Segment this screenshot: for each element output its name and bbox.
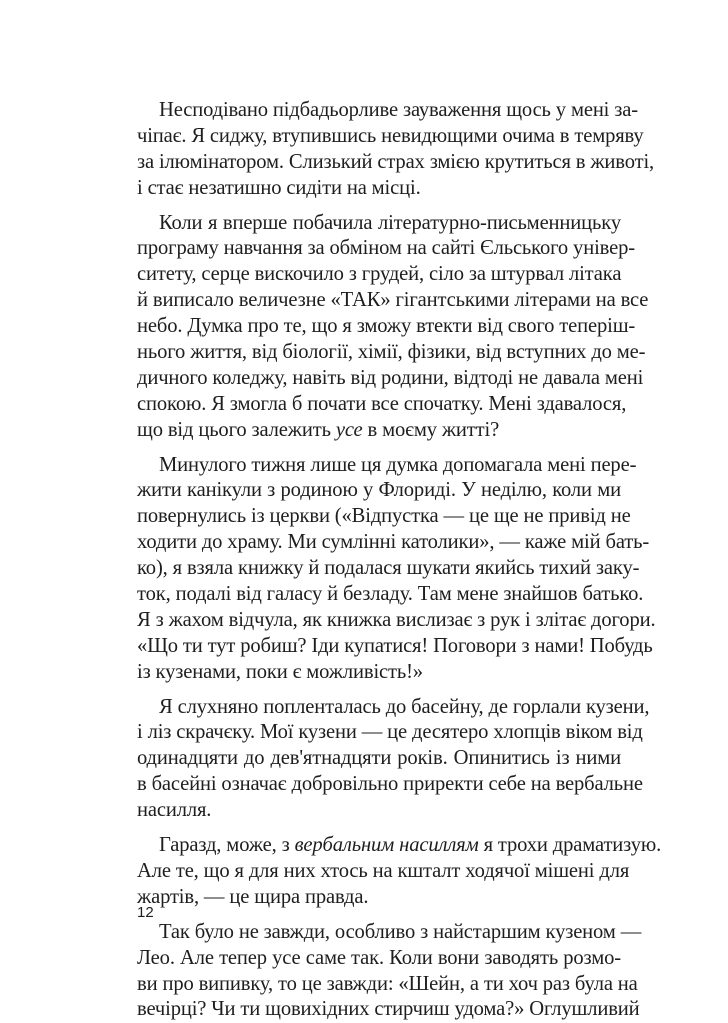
text-line: Коли я вперше побачила літературно-письменницьку xyxy=(159,211,621,234)
text-line: і стає незатишно сидіти на місці. xyxy=(137,176,421,199)
text-segment: в моєму житті? xyxy=(362,418,500,441)
text-line: чіпає. Я сиджу, втупившись невидющими очима в темряву xyxy=(137,124,644,147)
text-line: Я слухняно попленталась до басейну, де горлали кузени, xyxy=(159,695,650,718)
text-line: Минулого тижня лише ця думка допомагала мені пере- xyxy=(159,453,637,476)
text-line: Я з жахом відчула, як книжка вислизає з рук і злітає догори. xyxy=(137,608,656,631)
text-segment: Гаразд, може, з xyxy=(159,834,295,857)
text-line: «Що ти тут робиш? Іди купатися! Поговори з нами! Побудь xyxy=(137,634,653,657)
text-line: вечірці? Чи ти щовихідних стирчиш удома?» Оглушливий xyxy=(137,998,640,1021)
text-line: Так було не завжди, особливо з найстаршим кузеном — xyxy=(159,920,642,943)
text-line: ко), я взяла книжку й подалася шукати якийсь тихий заку- xyxy=(137,557,640,580)
text-line: жартів, — це щира правда. xyxy=(137,885,369,908)
text-line: жити канікули з родиною у Флориді. У неділю, коли ми xyxy=(137,479,621,502)
text-line: ви про випивку, то це завжди: «Шейн, а ти хоч раз була на xyxy=(137,972,638,995)
text-line: й виписало величезне «ТАК» гігантськими літерами на все xyxy=(137,289,649,312)
text-line: за ілюмінатором. Слизький страх змією крутиться в животі, xyxy=(137,150,655,173)
text-line: нього життя, від біології, хімії, фізики, від вступних до ме- xyxy=(137,341,646,364)
text-line: і ліз скрачєку. Мої кузени — це десятеро хлопців віком від xyxy=(137,721,643,744)
text-segment: що від цього залежить xyxy=(137,418,336,441)
text-line: ситету, серце вискочило з грудей, сіло за штурвал літака xyxy=(137,263,622,286)
text-line: насилля. xyxy=(137,799,212,822)
text-line: Лео. Але тепер усе саме так. Коли вони заводять розмо- xyxy=(137,946,621,969)
text-line: ходити до храму. Ми сумлінні католики», — каже мій бать- xyxy=(137,531,650,554)
text-line: в басейні означає добровільно приректи себе на вербальне xyxy=(137,773,643,796)
text-line: програму навчання за обміном на сайті Єльського універ- xyxy=(137,237,635,260)
text-line xyxy=(137,418,621,444)
text-line: повернулись із церкви («Відпустка — це ще не привід не xyxy=(137,505,631,528)
text-line: Але те, що я для них хтось на кшталт ходячої мішені для xyxy=(137,859,630,882)
text-segment: я трохи драматизую. xyxy=(478,834,662,857)
emphasis-text: вербальним насиллям xyxy=(294,834,479,857)
text-line: спокою. Я змогла б почати все спочатку. Мені здавалося, xyxy=(137,392,627,415)
emphasis-text: усе xyxy=(335,418,363,441)
text-line: Несподівано підбадьорливе зауваження щось у мені за- xyxy=(159,99,638,121)
page-number: 12 xyxy=(137,904,154,921)
text-line xyxy=(137,833,662,859)
text-line: ток, подалі від галасу й безладу. Там мене знайшов батько. xyxy=(137,583,644,606)
text-line: одинадцяти до дев'ятнадцяти років. Опинитись із ними xyxy=(137,747,621,770)
body-text xyxy=(137,98,662,1023)
text-line: небо. Думка про те, що я зможу втекти від свого теперіш- xyxy=(137,315,636,338)
text-line: із кузенами, поки є можливість!» xyxy=(137,660,423,683)
text-line: дичного коледжу, навіть від родини, відтоді не давала мені xyxy=(137,366,644,389)
